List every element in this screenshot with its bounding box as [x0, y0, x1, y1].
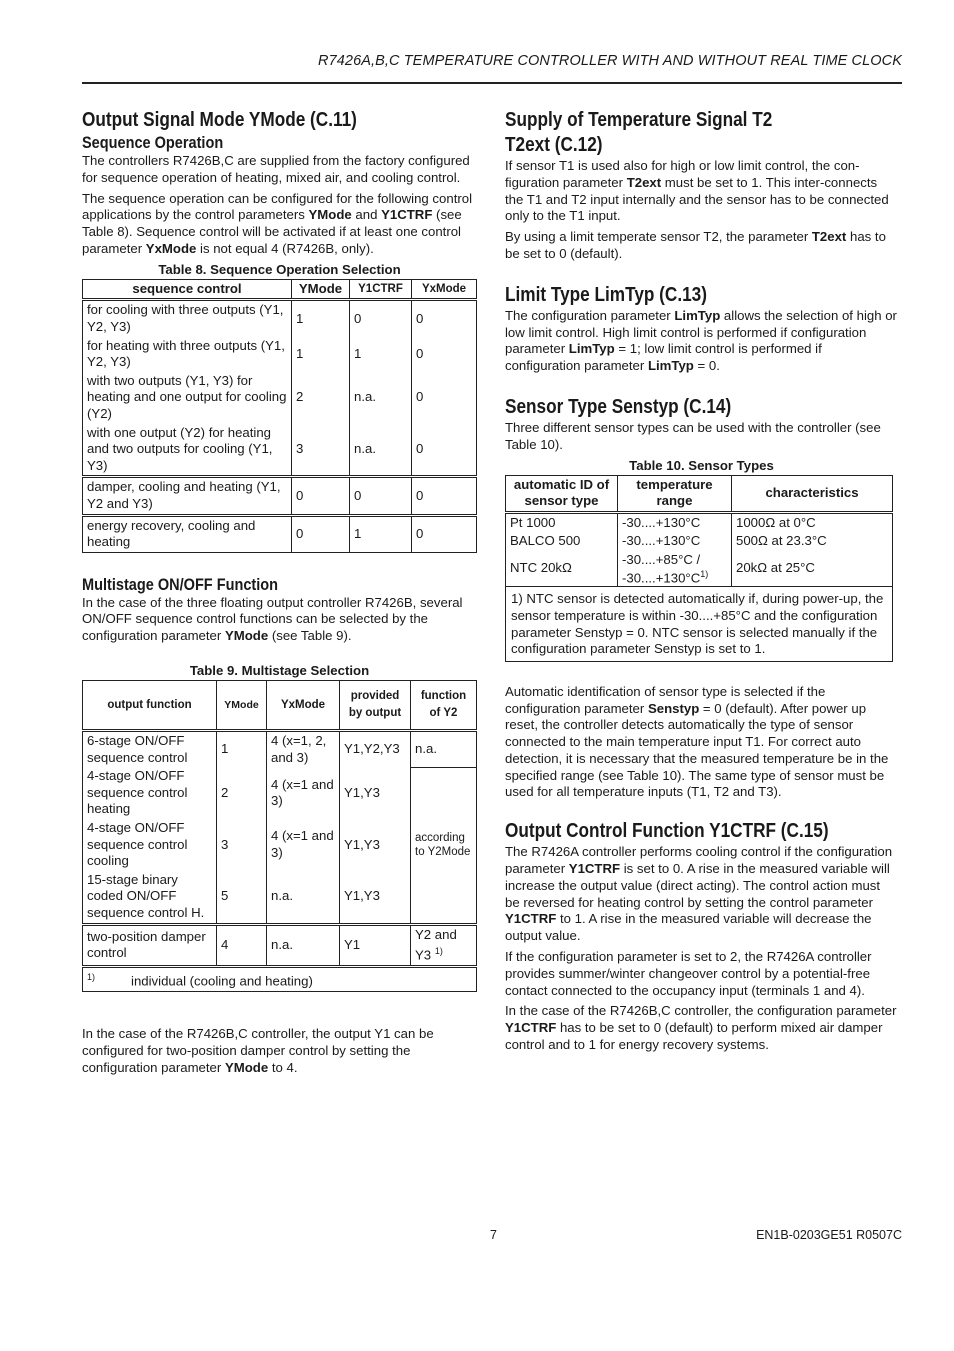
- table9-header: YMode: [217, 681, 267, 731]
- table-cell: 500Ω at 23.3°C: [732, 532, 893, 551]
- table-cell: 2: [217, 767, 267, 819]
- table-row: [83, 477, 477, 515]
- table8-header: sequence control: [83, 279, 292, 300]
- table-row: [83, 300, 477, 337]
- paragraph-sensor-types: Three different sensor types can be used with the controller (see Table 10).: [505, 419, 881, 452]
- table-cell: Y2 and Y3 $^{1)}$: [411, 924, 477, 967]
- table-row: [506, 532, 893, 551]
- table10-header: temperature range: [618, 475, 732, 512]
- table-cell: 4: [217, 924, 267, 967]
- table-cell: 1: [350, 337, 412, 372]
- table-row: [83, 924, 477, 967]
- table-cell: -30....+130°C: [618, 532, 732, 551]
- table8-header: YxMode: [412, 279, 477, 300]
- table8-sequence-operation: [82, 279, 477, 553]
- table-cell: 1: [350, 515, 412, 552]
- paragraph-multistage: In the case of the three floating output controller R7426B, several ON/OFF sequence control functions can be selected by the configuration parameter YMode (see Table 9).: [82, 594, 463, 644]
- paragraph-y1ctrf-changeover: If the configuration parameter is set to 2, the R7426A controller provides summer/winter changeover control by a potential-free contact connected to the occupancy input (terminals 1 and 4).: [505, 949, 872, 998]
- paragraph-limtyp: The configuration parameter LimTyp allows the selection of high or low limit control. High limit control is performed if configuration parameter LimTyp = 1; low limit control is performed if configuration parameter LimTyp = 0.: [505, 307, 897, 374]
- subsection-multistage: Multistage ON/OFF Function: [82, 575, 279, 594]
- table8-header: Y1CTRF: [350, 279, 412, 300]
- table8-caption: Table 8. Sequence Operation Selection: [158, 261, 401, 277]
- table-cell: 20kΩ at 25°C: [732, 551, 893, 587]
- table-cell: 4-stage ON/OFF sequence control cooling: [83, 819, 217, 871]
- table-cell: 3: [292, 424, 350, 477]
- table9-header: YxMode: [267, 681, 340, 731]
- table-cell: 0: [412, 337, 477, 372]
- table-cell: -30....+130°C: [618, 512, 732, 532]
- table10-sensor-types: [505, 475, 893, 662]
- table-cell: damper, cooling and heating (Y1, Y2 and Y3): [83, 477, 292, 515]
- table-cell: 0: [350, 477, 412, 515]
- table-cell: according to Y2Mode: [411, 767, 477, 924]
- table-cell: Y1,Y3: [340, 819, 411, 871]
- paragraph-y1ctrf-damper: In the case of the R7426B,C controller, the configuration parameter Y1CTRF has to be set to 0 (default) to perform mixed air damper control and to 1 for energy recovery systems.: [505, 1003, 897, 1053]
- document-code: EN1B-0203GE51 R0507C: [756, 1228, 902, 1242]
- paragraph-two-position-damper: In the case of the R7426B,C controller, the output Y1 can be configured for two-position damper control by setting the configuration parameter YMode to 4.: [82, 1026, 434, 1075]
- table-cell: 0: [412, 424, 477, 477]
- table9-header-row: [83, 681, 477, 731]
- table10-note-row: [506, 587, 893, 661]
- table-row: [83, 515, 477, 552]
- section-title-t2ext-line1: Supply of Temperature Signal T2: [505, 109, 773, 131]
- table-cell: n.a.: [411, 731, 477, 768]
- table9-header: provided by output: [340, 681, 411, 731]
- table10-note: 1) NTC sensor is detected automatically if, during power-up, the sensor temperature is within -30....+85°C and the configuration parameter Senstyp = 0. NTC sensor is selected manually if the configuration parameter Senstyp is set to 1.: [506, 587, 893, 661]
- table-cell: 5: [217, 871, 267, 924]
- table-row: [83, 337, 477, 372]
- section-title-senstyp: Sensor Type Senstyp (C.14): [505, 395, 732, 418]
- table10-header-row: [506, 475, 893, 512]
- table-cell: 4-stage ON/OFF sequence control heating: [83, 767, 217, 819]
- table8-header: YMode: [292, 279, 350, 300]
- table-cell: 4 (x=1 and 3): [267, 819, 340, 871]
- section-title-t2ext-line2: T2ext (C.12): [505, 134, 603, 156]
- table-cell: 4 (x=1 and 3): [267, 767, 340, 819]
- table-cell: with two outputs (Y1, Y3) for heating and one output for cooling (Y2): [83, 372, 292, 424]
- subsection-sequence-operation: Sequence Operation: [82, 134, 224, 152]
- table9-footnote: $^{1)}$ individual (cooling and heating): [83, 967, 477, 992]
- section-title-y1ctrf: Output Control Function Y1CTRF (C.15): [505, 820, 829, 843]
- paragraph-auto-identification: Automatic identification of sensor type is selected if the configuration parameter Senstyp = 0 (default). After power up reset, the controller detects automatically the type of sensor connected to the main temperature input T1. For correct auto detection, it is necessary that the measured temperature be in the specified range (see Table 10). The same type of sensor must be used for all temperature inputs (T1, T2 and T3).: [505, 683, 889, 800]
- table-cell: for cooling with three outputs (Y1, Y2, Y3): [83, 300, 292, 337]
- table-cell: with one output (Y2) for heating and two outputs for cooling (Y1, Y3): [83, 424, 292, 477]
- page-header: [82, 52, 902, 84]
- table-cell: for heating with three outputs (Y1, Y2, Y3): [83, 337, 292, 372]
- table9-caption: Table 9. Multistage Selection: [189, 663, 370, 679]
- table-cell: 4 (x=1, 2, and 3): [267, 731, 340, 768]
- table-cell: 1: [292, 300, 350, 337]
- table-cell: energy recovery, cooling and heating: [83, 515, 292, 552]
- table9-header: function of Y2: [411, 681, 477, 731]
- table-cell: Pt 1000: [506, 512, 618, 532]
- table-cell: 15-stage binary coded ON/OFF sequence control H.: [83, 871, 217, 924]
- table-row: [83, 424, 477, 477]
- table-cell: n.a.: [267, 871, 340, 924]
- paragraph-t2ext: If sensor T1 is used also for high or low limit control, the con-figuration parameter T2ext must be set to 1. This inter-connects the T1 and T2 input internally and the sensor has to be connected only to the T1 input.: [505, 158, 889, 224]
- table-cell: NTC 20kΩ: [506, 551, 618, 587]
- table-row: [506, 551, 893, 587]
- table-cell: 6-stage ON/OFF sequence control: [83, 731, 217, 768]
- table10-header: automatic ID of sensor type: [506, 475, 618, 512]
- table-cell: n.a.: [350, 424, 412, 477]
- table-cell: two-position damper control: [83, 924, 217, 967]
- table-cell: Y1,Y3: [340, 871, 411, 924]
- table-cell: 0: [350, 300, 412, 337]
- table-cell: 3: [217, 819, 267, 871]
- table-cell: Y1,Y3: [340, 767, 411, 819]
- left-column: [82, 108, 477, 1081]
- table-cell: Y1: [340, 924, 411, 967]
- table9-footnote-row: [83, 967, 477, 992]
- table-cell: 1: [217, 731, 267, 768]
- table-cell: 0: [412, 372, 477, 424]
- table-cell: 0: [412, 477, 477, 515]
- table-cell: 2: [292, 372, 350, 424]
- table-row: [506, 512, 893, 532]
- table9-multistage: [82, 680, 477, 992]
- table10-caption: Table 10. Sensor Types: [629, 457, 774, 473]
- paragraph-factory-config: The controllers R7426B,C are supplied from the factory configured for sequence operation of heating, mixed air, and cooling control.: [82, 153, 470, 185]
- section-title-limtyp: Limit Type LimTyp (C.13): [505, 283, 707, 306]
- table9-header: output function: [83, 681, 217, 731]
- table-cell: BALCO 500: [506, 532, 618, 551]
- table-cell: Y1,Y2,Y3: [340, 731, 411, 768]
- paragraph-sequence-config: The sequence operation can be configured for the following control applications by the control parameters YMode and Y1CTRF (see Table 8). Sequence control will be activated if at least one control parameter YxMode is not equal 4 (R7426B, only).: [82, 190, 473, 256]
- page-number: 7: [490, 1228, 497, 1242]
- table-row: [83, 372, 477, 424]
- table-cell: 1000Ω at 0°C: [732, 512, 893, 532]
- table-row: [83, 767, 477, 819]
- paragraph-t2ext-limit: By using a limit temperate sensor T2, the parameter T2ext has to be set to 0 (default).: [505, 229, 886, 261]
- table-cell: 0: [292, 477, 350, 515]
- table-cell: 1: [292, 337, 350, 372]
- table-row: [83, 731, 477, 768]
- table8-header-row: [83, 279, 477, 300]
- table-cell: n.a.: [350, 372, 412, 424]
- section-title-ymode: Output Signal Mode YMode (C.11): [82, 109, 357, 131]
- header-title: R7426A,B,C TEMPERATURE CONTROLLER WITH AND WITHOUT REAL TIME CLOCK: [318, 53, 902, 69]
- right-column: [505, 108, 898, 1058]
- table-cell: 0: [412, 515, 477, 552]
- table10-header: characteristics: [732, 475, 893, 512]
- table-cell: n.a.: [267, 924, 340, 967]
- paragraph-y1ctrf-cooling: The R7426A controller performs cooling control if the configuration parameter Y1CTRF is set to 0. A rise in the measured variable will increase the output value (direct acting). The control action must be reversed for heating control by setting the control parameter Y1CTRF to 1. A rise in the measured variable will decrease the output value.: [505, 844, 893, 944]
- table-cell: $-30....+85^\circ C / -30....+130^\circ C^{1)}$: [618, 551, 732, 587]
- table-cell: 0: [412, 300, 477, 337]
- table-cell: 0: [292, 515, 350, 552]
